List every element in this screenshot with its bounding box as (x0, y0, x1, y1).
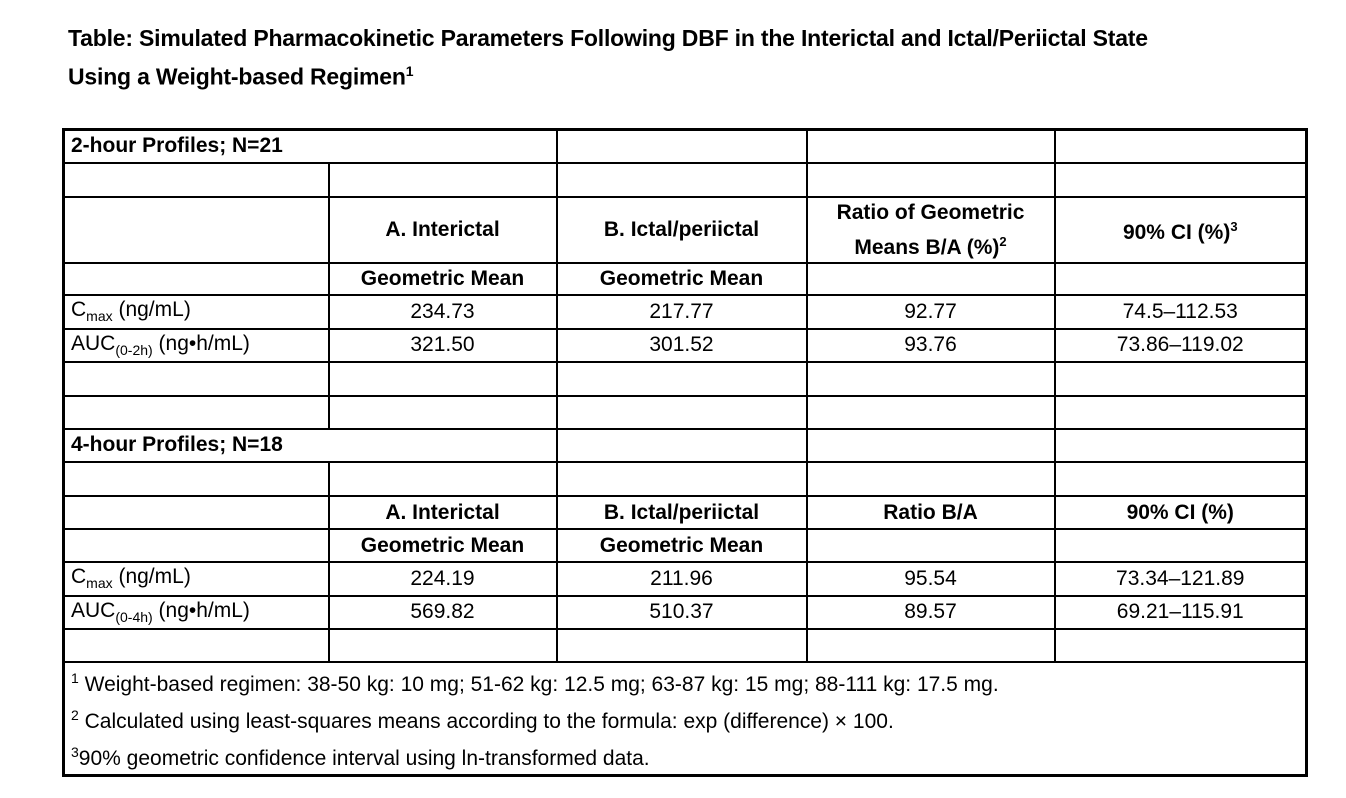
page-title (68, 22, 1148, 94)
header-4h-interictal: A. Interictal (329, 496, 557, 529)
param-base: C (71, 298, 87, 322)
page-title-line1: Table: Simulated Pharmacokinetic Parameters Following DBF in the Interictal and Ictal/Periictal State (68, 25, 1148, 51)
footnote-1 (71, 663, 1299, 700)
value-4h-cmax-ci: 73.34–121.89 (1055, 562, 1307, 596)
param-units: (ng•h/mL) (152, 331, 250, 355)
value-2h-cmax-interictal: 234.73 (329, 295, 557, 329)
subheader-row-2h (64, 263, 1307, 295)
header-row-4h (64, 496, 1307, 529)
footnote-1-text: Weight-based regimen: 38-50 kg: 10 mg; 51-62 kg: 12.5 mg; 63-87 kg: 15 mg; 88-111 kg: 17.5 mg. (78, 672, 999, 696)
header-2h-ci (1055, 197, 1307, 263)
value-4h-auc-ratio: 89.57 (807, 596, 1055, 629)
value-2h-auc-ci: 73.86–119.02 (1055, 329, 1307, 362)
spacer-row (64, 362, 1307, 396)
param-base: AUC (71, 331, 116, 355)
empty-cell (807, 263, 1055, 295)
empty-cell (807, 163, 1055, 197)
empty-cell (1055, 396, 1307, 429)
spacer-row (64, 629, 1307, 662)
footnote-2-text: Calculated using least-squares means according to the formula: exp (difference) × 100. (78, 709, 894, 733)
empty-cell (64, 462, 329, 496)
header-4h-ci: 90% CI (%) (1055, 496, 1307, 529)
page-title-line2 (68, 55, 1148, 94)
param-label-auc-2h (64, 329, 329, 362)
empty-cell (557, 163, 807, 197)
pk-parameters-table (62, 128, 1308, 777)
empty-cell (64, 496, 329, 529)
value-2h-auc-ratio: 93.76 (807, 329, 1055, 362)
section-2h-label-cell: 2-hour Profiles; N=21 (64, 130, 557, 163)
subheader-row-4h (64, 529, 1307, 562)
footnotes-row (64, 662, 1307, 776)
header-2h-ratio-superscript: 2 (999, 233, 1007, 249)
param-units: (ng•h/mL) (152, 598, 250, 622)
page-title-line2-text: Using a Weight-based Regimen (68, 63, 406, 90)
data-row-4h-auc (64, 596, 1307, 629)
section-4h-row (64, 429, 1307, 462)
param-units: (ng/mL) (112, 298, 191, 322)
empty-cell (329, 396, 557, 429)
value-2h-auc-interictal: 321.50 (329, 329, 557, 362)
value-4h-auc-ci: 69.21–115.91 (1055, 596, 1307, 629)
page-title-superscript: 1 (405, 63, 414, 79)
data-row-4h-cmax (64, 562, 1307, 596)
empty-cell (64, 163, 329, 197)
footnotes-cell (64, 662, 1307, 776)
header-2h-ratio-text: Ratio of Geometric Means B/A (%) (836, 200, 1025, 259)
param-units: (ng/mL) (112, 565, 191, 589)
footnote-3-superscript: 3 (71, 743, 79, 760)
value-4h-cmax-ratio: 95.54 (807, 562, 1055, 596)
data-row-2h-auc (64, 329, 1307, 362)
header-2h-interictal: A. Interictal (329, 197, 557, 263)
empty-cell (1055, 629, 1307, 662)
header-2h-ci-superscript: 3 (1230, 219, 1238, 234)
header-4h-ratio: Ratio B/A (807, 496, 1055, 529)
empty-cell (557, 130, 807, 163)
empty-cell (64, 197, 329, 263)
header-row-2h (64, 197, 1307, 263)
value-2h-cmax-ratio: 92.77 (807, 295, 1055, 329)
header-2h-ictal: B. Ictal/periictal (557, 197, 807, 263)
empty-cell (557, 629, 807, 662)
subheader-2h-interictal: Geometric Mean (329, 263, 557, 295)
param-subscript: max (86, 575, 113, 592)
empty-cell (557, 396, 807, 429)
empty-cell (329, 629, 557, 662)
empty-cell (1055, 362, 1307, 396)
value-4h-auc-interictal: 569.82 (329, 596, 557, 629)
empty-cell (64, 396, 329, 429)
empty-cell (807, 362, 1055, 396)
param-subscript: max (86, 308, 113, 325)
empty-cell (1055, 130, 1307, 163)
footnote-2-superscript: 2 (71, 706, 79, 723)
header-2h-ci-text: 90% CI (%) (1122, 221, 1231, 244)
value-2h-cmax-ci: 74.5–112.53 (1055, 295, 1307, 329)
subheader-4h-interictal: Geometric Mean (329, 529, 557, 562)
value-4h-auc-ictal: 510.37 (557, 596, 807, 629)
spacer-row (64, 462, 1307, 496)
empty-cell (807, 529, 1055, 562)
footnote-3 (71, 737, 1299, 774)
empty-cell (1055, 163, 1307, 197)
value-2h-auc-ictal: 301.52 (557, 329, 807, 362)
header-2h-ratio (807, 197, 1055, 263)
param-label-auc-4h (64, 596, 329, 629)
footnote-3-text: 90% geometric confidence interval using ln-transformed data. (78, 746, 650, 770)
spacer-row (64, 163, 1307, 197)
param-subscript: (0-2h) (115, 342, 153, 359)
header-4h-ictal: B. Ictal/periictal (557, 496, 807, 529)
param-label-cmax-4h (64, 562, 329, 596)
value-2h-cmax-ictal: 217.77 (557, 295, 807, 329)
value-4h-cmax-interictal: 224.19 (329, 562, 557, 596)
empty-cell (1055, 462, 1307, 496)
param-base: AUC (71, 598, 116, 622)
value-4h-cmax-ictal: 211.96 (557, 562, 807, 596)
empty-cell (807, 396, 1055, 429)
param-subscript: (0-4h) (115, 609, 153, 626)
section-2h-row (64, 130, 1307, 163)
empty-cell (64, 362, 329, 396)
empty-cell (64, 629, 329, 662)
empty-cell (329, 362, 557, 396)
empty-cell (1055, 263, 1307, 295)
empty-cell (807, 629, 1055, 662)
empty-cell (557, 462, 807, 496)
empty-cell (64, 529, 329, 562)
empty-cell (1055, 529, 1307, 562)
param-base: C (71, 565, 87, 589)
empty-cell (557, 362, 807, 396)
empty-cell (329, 462, 557, 496)
section-4h-label-cell: 4-hour Profiles; N=18 (64, 429, 557, 462)
footnote-1-superscript: 1 (71, 669, 79, 686)
footnote-2 (71, 700, 1299, 737)
subheader-2h-ictal: Geometric Mean (557, 263, 807, 295)
spacer-row (64, 396, 1307, 429)
empty-cell (557, 429, 807, 462)
empty-cell (807, 130, 1055, 163)
empty-cell (329, 163, 557, 197)
data-row-2h-cmax (64, 295, 1307, 329)
empty-cell (807, 462, 1055, 496)
empty-cell (807, 429, 1055, 462)
empty-cell (64, 263, 329, 295)
empty-cell (1055, 429, 1307, 462)
param-label-cmax-2h (64, 295, 329, 329)
subheader-4h-ictal: Geometric Mean (557, 529, 807, 562)
